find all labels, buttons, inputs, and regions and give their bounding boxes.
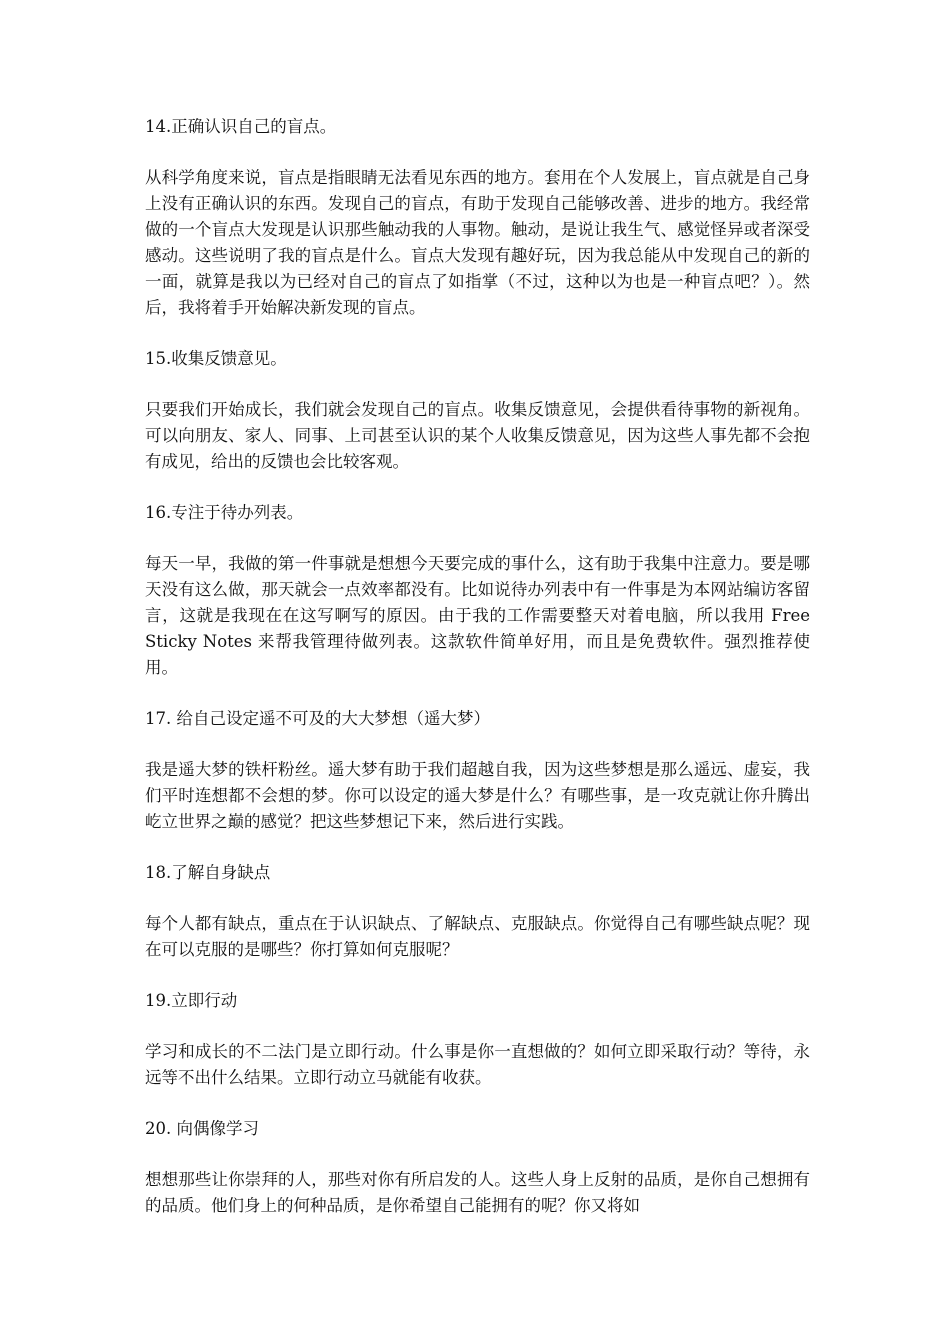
- section-heading: 16.专注于待办列表。: [145, 503, 304, 522]
- section-heading: 17. 给自己设定遥不可及的大大梦想（遥大梦）: [145, 709, 490, 728]
- section-heading: 18.了解自身缺点: [145, 863, 271, 882]
- section-14: [145, 114, 810, 346]
- section-paragraph: 从科学角度来说，盲点是指眼睛无法看见东西的地方。套用在个人发展上，盲点就是自己身上没有正确认识的东西。发现自己的盲点，有助于发现自己能够改善、进步的地方。我经常做的一个盲点大发现是认识那些触动我的人事物。触动，是说让我生气、感觉怪异或者深受感动。这些说明了我的盲点是什么。盲点大发现有趣好玩，因为我总能从中发现自己的新的一面，就算是我以为已经对自己的盲点了如指掌（不过，这种以为也是一种盲点吧？）。然后，我将着手开始解决新发现的盲点。: [145, 168, 810, 317]
- section-heading: 14.正确认识自己的盲点。: [145, 117, 337, 136]
- section-heading: 19.立即行动: [145, 991, 238, 1010]
- section-paragraph: 想想那些让你崇拜的人，那些对你有所启发的人。这些人身上反射的品质，是你自己想拥有的品质。他们身上的何种品质，是你希望自己能拥有的呢？你又将如: [145, 1170, 810, 1215]
- section-paragraph: 每个人都有缺点，重点在于认识缺点、了解缺点、克服缺点。你觉得自己有哪些缺点呢？现在可以克服的是哪些？你打算如何克服呢？: [145, 914, 810, 959]
- section-heading: 20. 向偶像学习: [145, 1119, 259, 1138]
- section-paragraph: 学习和成长的不二法门是立即行动。什么事是你一直想做的？如何立即采取行动？等待，永远等不出什么结果。立即行动立马就能有收获。: [145, 1042, 810, 1087]
- section-18: [145, 860, 810, 988]
- section-15: [145, 346, 810, 500]
- section-20: [145, 1116, 810, 1219]
- section-paragraph: 我是遥大梦的铁杆粉丝。遥大梦有助于我们超越自我，因为这些梦想是那么遥远、虚妄，我们平时连想都不会想的梦。你可以设定的遥大梦是什么？有哪些事，是一攻克就让你升腾出屹立世界之巅的感觉？把这些梦想记下来，然后进行实践。: [145, 760, 810, 831]
- section-17: [145, 706, 810, 860]
- section-paragraph: 每天一早，我做的第一件事就是想想今天要完成的事什么，这有助于我集中注意力。要是哪天没有这么做，那天就会一点效率都没有。比如说待办列表中有一件事是为本网站编访客留言，这就是我现在在这写啊写的原因。由于我的工作需要整天对着电脑，所以我用 Free Sticky Notes 来帮我管理待做列表。这款软件简单好用，而且是免费软件。强烈推荐使用。: [145, 554, 810, 677]
- section-heading: 15.收集反馈意见。: [145, 349, 287, 368]
- section-paragraph: 只要我们开始成长，我们就会发现自己的盲点。收集反馈意见，会提供看待事物的新视角。可以向朋友、家人、同事、上司甚至认识的某个人收集反馈意见，因为这些人事先都不会抱有成见，给出的反馈也会比较客观。: [145, 400, 810, 471]
- section-16: [145, 500, 810, 706]
- section-19: [145, 988, 810, 1116]
- document-page: [145, 114, 810, 1219]
